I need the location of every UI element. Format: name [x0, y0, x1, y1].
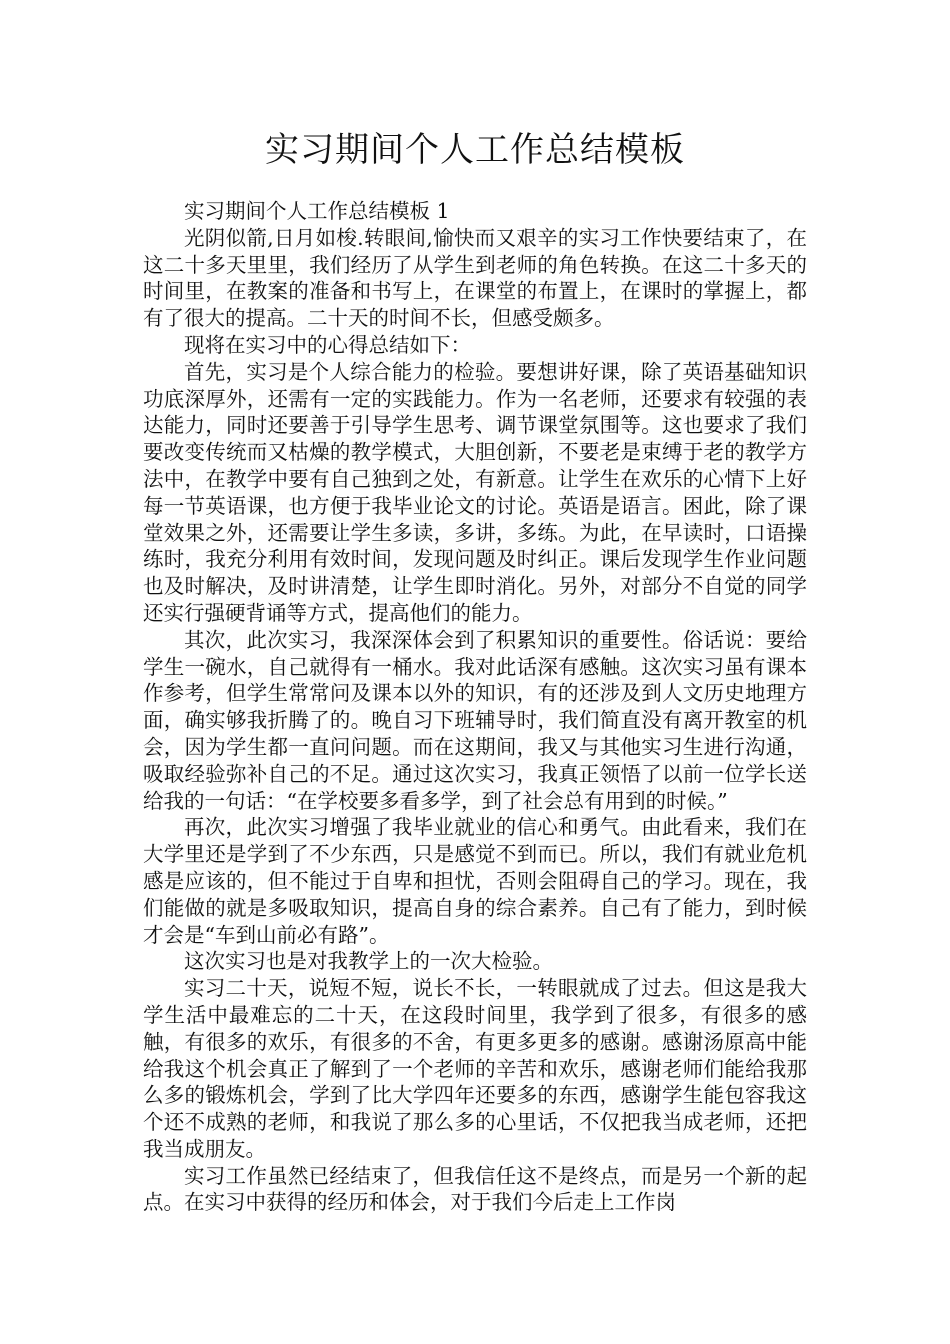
paragraph-teaching-check: 这次实习也是对我教学上的一次大检验。	[184, 949, 553, 974]
document-body	[143, 198, 807, 1216]
section-subtitle: 实习期间个人工作总结模板 1	[184, 199, 450, 223]
paragraph-second: 其次，此次实习，我深深体会到了积累知识的重要性。俗话说：要给学生一碗水，自己就得有一桶水。我对此话深有感触。这次实习虽有课本作参考，但学生常常问及课本以外的知识，有的还涉及到人文历史地理方面，确实够我折腾了的。晚自习下班辅导时，我们简直没有离开教室的机会，因为学生都一直问问题。而在这期间，我又与其他实习生进行沟通，吸取经验弥补自己的不足。通过这次实习，我真正领悟了以前一位学长送给我的一句话：“在学校要多看多学，到了社会总有用到的时候。”	[143, 627, 807, 813]
paragraph-summary-lead: 现将在实习中的心得总结如下：	[184, 332, 471, 357]
paragraph-first: 首先，实习是个人综合能力的检验。要想讲好课，除了英语基础知识功底深厚外，还需有一定的实践能力。作为一名老师，还要求有较强的表达能力，同时还要善于引导学生思考、调节课堂氛围等。这也要求了我们要改变传统而又枯燥的教学模式，大胆创新，不要老是束缚于老的教学方法中，在教学中要有自己独到之处，有新意。让学生在欢乐的心情下上好每一节英语课，也方便于我毕业论文的讨论。英语是语言。困此，除了课堂效果之外，还需要让学生多读，多讲，多练。为此，在早读时，口语操练时，我充分利用有效时间，发现问题及时纠正。课后发现学生作业问题也及时解决，及时讲清楚，让学生即时消化。另外，对部分不自觉的同学还实行强硬背诵等方式，提高他们的能力。	[143, 359, 807, 625]
paragraph-twenty-days: 实习二十天，说短不短，说长不长，一转眼就成了过去。但这是我大学生活中最难忘的二十天，在这段时间里，我学到了很多，有很多的感触，有很多的欢乐，有很多的不舍，有更多更多的感谢。感谢汤原高中能给我这个机会真正了解到了一个老师的辛苦和欢乐，感谢老师们能给我那么多的锻炼机会，学到了比大学四年还要多的东西，感谢学生能包容我这个还不成熟的老师，和我说了那么多的心里话，不仅把我当成老师，还把我当成朋友。	[143, 976, 807, 1161]
document-title: 实习期间个人工作总结模板	[265, 130, 685, 170]
paragraph-intro: 光阴似箭,日月如梭.转眼间,愉快而又艰辛的实习工作快要结束了，在这二十多天里里，我们经历了从学生到老师的角色转换。在这二十多天的时间里，在教案的准备和书写上，在课堂的布置上，在课时的掌握上，都有了很大的提高。二十天的时间不长，但感受颇多。	[143, 225, 807, 331]
paragraph-new-start: 实习工作虽然已经结束了，但我信任这不是终点，而是另一个新的起点。在实习中获得的经历和体会，对于我们今后走上工作岗	[143, 1163, 807, 1215]
paragraph-third: 再次，此次实习增强了我毕业就业的信心和勇气。由此看来，我们在大学里还是学到了不少东西，只是感觉不到而已。所以，我们有就业危机感是应该的，但不能过于自卑和担忧，否则会阻碍自己的学习。现在，我们能做的就是多吸取知识，提高自身的综合素养。自己有了能力，到时候才会是“车到山前必有路”。	[143, 815, 807, 947]
